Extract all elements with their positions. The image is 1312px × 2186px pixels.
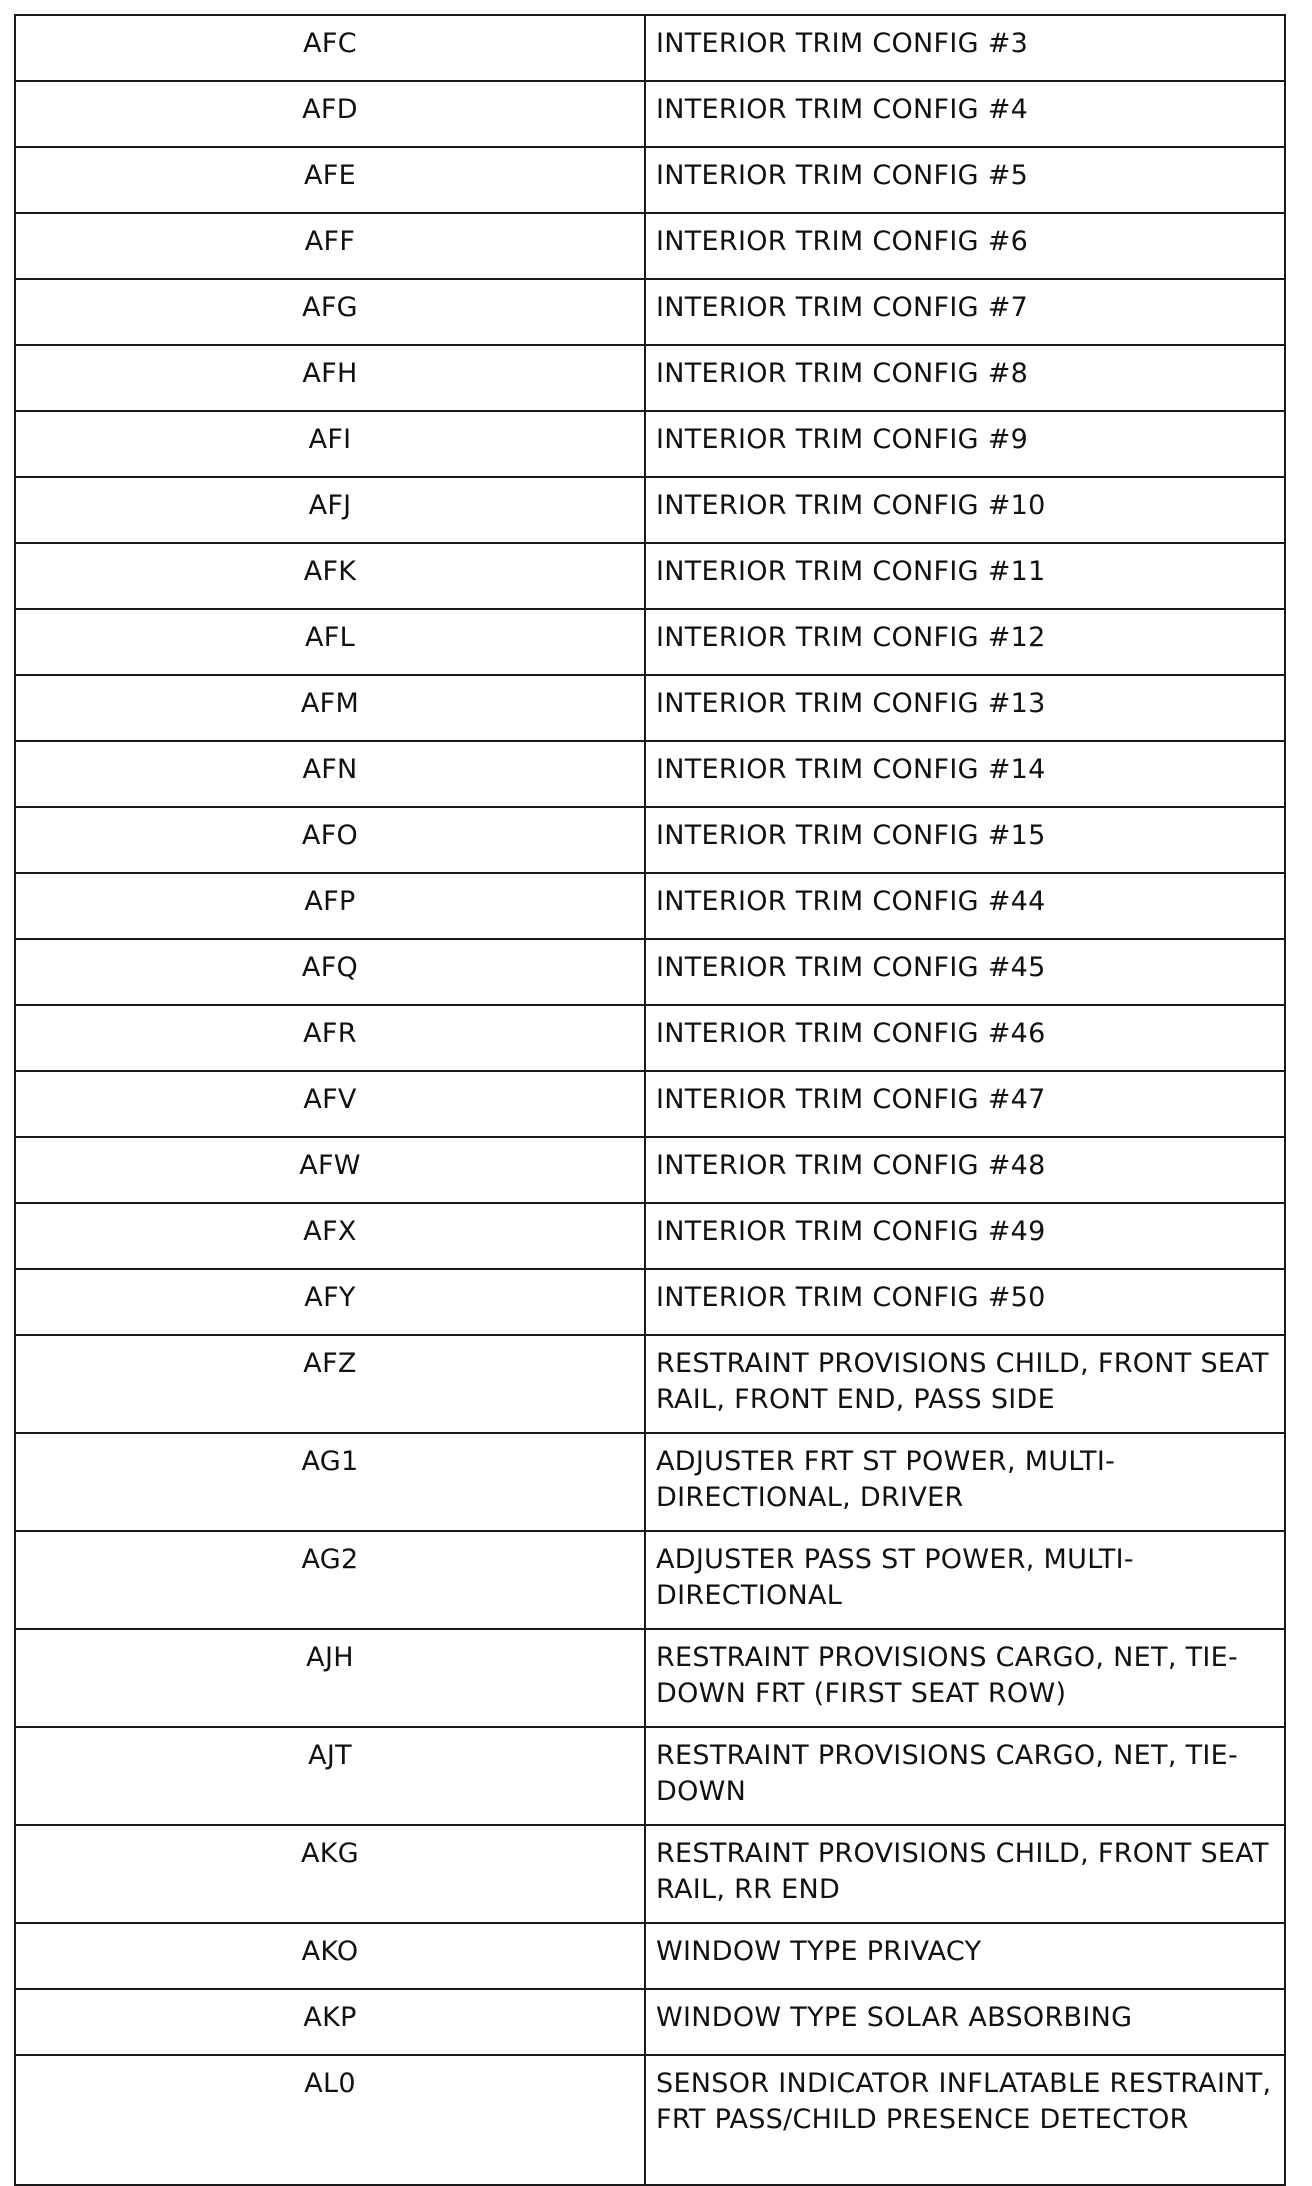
table-row [15, 1629, 1285, 1727]
option-code: AKG [15, 1825, 645, 1923]
option-description: RESTRAINT PROVISIONS CARGO, NET, TIE-DOWN FRT (FIRST SEAT ROW) [645, 1629, 1285, 1727]
table-row [15, 279, 1285, 345]
option-description: ADJUSTER PASS ST POWER, MULTI-DIRECTIONAL [645, 1531, 1285, 1629]
option-code: AG1 [15, 1433, 645, 1531]
option-code: AL0 [15, 2055, 645, 2185]
table-body [15, 15, 1285, 2185]
option-description: RESTRAINT PROVISIONS CHILD, FRONT SEAT RAIL, RR END [645, 1825, 1285, 1923]
table-row [15, 1989, 1285, 2055]
option-description: INTERIOR TRIM CONFIG #9 [645, 411, 1285, 477]
option-code: AFW [15, 1137, 645, 1203]
table-row [15, 1269, 1285, 1335]
option-description: INTERIOR TRIM CONFIG #3 [645, 15, 1285, 81]
option-code: AFL [15, 609, 645, 675]
option-description: INTERIOR TRIM CONFIG #15 [645, 807, 1285, 873]
option-code: AFJ [15, 477, 645, 543]
table-row [15, 411, 1285, 477]
option-code: AKP [15, 1989, 645, 2055]
table-row [15, 1531, 1285, 1629]
option-description: INTERIOR TRIM CONFIG #44 [645, 873, 1285, 939]
option-code: AFO [15, 807, 645, 873]
table-row [15, 81, 1285, 147]
option-description: INTERIOR TRIM CONFIG #50 [645, 1269, 1285, 1335]
option-description: INTERIOR TRIM CONFIG #45 [645, 939, 1285, 1005]
option-code: AKO [15, 1923, 645, 1989]
option-code: AFP [15, 873, 645, 939]
table-row [15, 939, 1285, 1005]
option-description: INTERIOR TRIM CONFIG #49 [645, 1203, 1285, 1269]
table-row [15, 807, 1285, 873]
option-description: RESTRAINT PROVISIONS CHILD, FRONT SEAT RAIL, FRONT END, PASS SIDE [645, 1335, 1285, 1433]
option-description: INTERIOR TRIM CONFIG #13 [645, 675, 1285, 741]
option-code: AFV [15, 1071, 645, 1137]
option-description: SENSOR INDICATOR INFLATABLE RESTRAINT, FRT PASS/CHILD PRESENCE DETECTOR [645, 2055, 1285, 2185]
table-row [15, 15, 1285, 81]
option-description: WINDOW TYPE PRIVACY [645, 1923, 1285, 1989]
table-row [15, 1203, 1285, 1269]
table-row [15, 2055, 1285, 2185]
option-code-table-page [14, 14, 1284, 2186]
option-code: AFR [15, 1005, 645, 1071]
option-description: RESTRAINT PROVISIONS CARGO, NET, TIE-DOWN [645, 1727, 1285, 1825]
option-code: AFK [15, 543, 645, 609]
option-code: AFH [15, 345, 645, 411]
option-code: AJH [15, 1629, 645, 1727]
table-row [15, 1071, 1285, 1137]
table-row [15, 345, 1285, 411]
option-description: INTERIOR TRIM CONFIG #46 [645, 1005, 1285, 1071]
table-row [15, 147, 1285, 213]
option-description: INTERIOR TRIM CONFIG #12 [645, 609, 1285, 675]
option-code: AFQ [15, 939, 645, 1005]
table-row [15, 609, 1285, 675]
table-row [15, 1727, 1285, 1825]
table-row [15, 543, 1285, 609]
table-row [15, 213, 1285, 279]
option-code: AG2 [15, 1531, 645, 1629]
option-description: INTERIOR TRIM CONFIG #5 [645, 147, 1285, 213]
option-description: WINDOW TYPE SOLAR ABSORBING [645, 1989, 1285, 2055]
option-description: INTERIOR TRIM CONFIG #11 [645, 543, 1285, 609]
option-code: AFY [15, 1269, 645, 1335]
option-code: AFG [15, 279, 645, 345]
option-description: INTERIOR TRIM CONFIG #10 [645, 477, 1285, 543]
option-description: ADJUSTER FRT ST POWER, MULTI-DIRECTIONAL, DRIVER [645, 1433, 1285, 1531]
option-code: AFF [15, 213, 645, 279]
option-description: INTERIOR TRIM CONFIG #8 [645, 345, 1285, 411]
table-row [15, 1005, 1285, 1071]
option-code: AFN [15, 741, 645, 807]
option-code: AFZ [15, 1335, 645, 1433]
option-description: INTERIOR TRIM CONFIG #14 [645, 741, 1285, 807]
table-row [15, 477, 1285, 543]
table-row [15, 1335, 1285, 1433]
option-code: AFD [15, 81, 645, 147]
option-description: INTERIOR TRIM CONFIG #6 [645, 213, 1285, 279]
table-row [15, 675, 1285, 741]
table-row [15, 741, 1285, 807]
option-code-table [14, 14, 1286, 2186]
option-code: AFI [15, 411, 645, 477]
option-code: AFE [15, 147, 645, 213]
option-description: INTERIOR TRIM CONFIG #7 [645, 279, 1285, 345]
option-code: AFC [15, 15, 645, 81]
table-row [15, 1433, 1285, 1531]
option-description: INTERIOR TRIM CONFIG #4 [645, 81, 1285, 147]
table-row [15, 1923, 1285, 1989]
table-row [15, 1825, 1285, 1923]
option-description: INTERIOR TRIM CONFIG #47 [645, 1071, 1285, 1137]
table-row [15, 1137, 1285, 1203]
option-description: INTERIOR TRIM CONFIG #48 [645, 1137, 1285, 1203]
option-code: AFX [15, 1203, 645, 1269]
table-row [15, 873, 1285, 939]
option-code: AJT [15, 1727, 645, 1825]
option-code: AFM [15, 675, 645, 741]
